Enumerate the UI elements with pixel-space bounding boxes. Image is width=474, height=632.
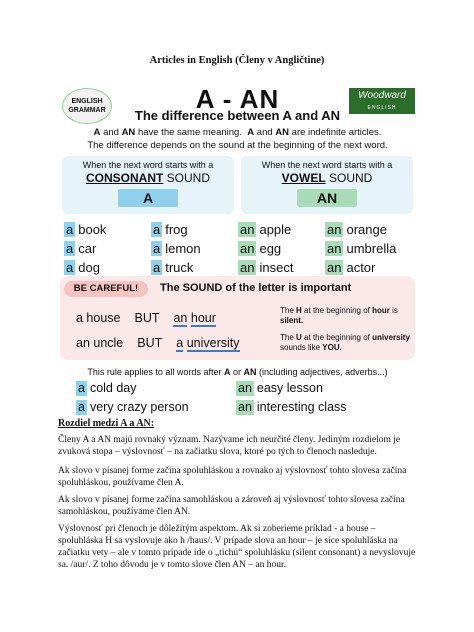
- word-row: [64, 258, 414, 277]
- consonant-sound: CONSONANT SOUND: [85, 171, 211, 185]
- word-cell: an apple: [240, 222, 292, 237]
- word-cell: a car: [66, 241, 97, 256]
- example-house-hour: a house BUT an hour: [76, 311, 216, 325]
- word-cell: a frog: [153, 222, 188, 237]
- paragraph: Ak slovo v písanej forme začína spoluhláskou a rovnako aj výslovnosť tohto slovesa začína spoluhláskou, používame člen A.: [58, 466, 407, 488]
- be-careful-badge: BE CAREFUL!: [64, 281, 148, 297]
- word-cell: a dog: [66, 260, 100, 275]
- word-cell: a book: [66, 222, 107, 237]
- careful-heading: The SOUND of the letter is important: [160, 282, 352, 294]
- intro-text: [60, 126, 415, 152]
- note-u-sound: The U at the beginning of university sounds like YOU.: [280, 333, 410, 352]
- intro-line-2: The difference depends on the sound at the beginning of the next word.: [87, 140, 388, 151]
- logo-subtext: ENGLISH: [367, 105, 397, 111]
- intro-line-1: A and AN have the same meaning. A and AN are indefinite articles.: [93, 127, 382, 138]
- english-grammar-badge: ENGLISH GRAMMAR: [62, 88, 112, 124]
- adjective-example-grid: [76, 379, 416, 417]
- article-an-pill: AN: [297, 189, 357, 207]
- vowel-box: [241, 156, 413, 214]
- document-title: Articles in English (Členy v Angličtine): [149, 55, 325, 66]
- note-silent-h: The H at the beginning of hour is silent.: [280, 306, 398, 325]
- logo-text: Woodward: [358, 90, 406, 101]
- word-row: [64, 239, 414, 258]
- infographic-title: A - AN: [195, 84, 280, 114]
- phrase-cell: an interesting class: [238, 400, 347, 414]
- word-cell: a lemon: [153, 241, 201, 256]
- word-row: [64, 220, 414, 239]
- word-cell: a truck: [153, 260, 194, 275]
- paragraph: Výslovnosť pri členoch je dôležitým aspektom. Ak si zoberieme príklad - a house – spoluhláska H sa vyslovuje ako h /haus/. V prípade slova an hour – je síce spoluhláska na začiatku vety – ale v tomto prípade ide o „tichú“ spoluhlásku (silent consonant) a nevyslovuje sa. /aur/. Z toho dôvodu je v tomto slove člen AN – an hour.: [58, 524, 416, 570]
- example-uncle-university: an uncle BUT a university: [76, 336, 240, 350]
- phrase-cell: a cold day: [78, 381, 137, 395]
- section-heading: Rozdiel medzi A a AN:: [58, 418, 155, 429]
- word-cell: an egg: [240, 241, 282, 256]
- consonant-box: [62, 156, 234, 214]
- example-word-grid: [64, 220, 414, 277]
- phrase-row: [76, 398, 416, 417]
- word-cell: an insect: [240, 260, 294, 275]
- vowel-sound: VOWEL SOUND: [281, 171, 373, 185]
- be-careful-box: [60, 276, 415, 360]
- word-cell: an orange: [327, 222, 387, 237]
- vowel-line: When the next word starts with a: [261, 160, 393, 170]
- word-cell: an actor: [327, 260, 376, 275]
- word-cell: an umbrella: [327, 241, 397, 256]
- paragraph: Členy A a AN majú rovnaký význam. Nazývame ich neurčité členy. Jediným rozdielom je zvuková stopa – výslovnosť – na začiatku slova, ktoré po tých to členoch nasleduje.: [58, 435, 401, 457]
- consonant-line: When the next word starts with a: [82, 160, 214, 170]
- rule-applies-text: This rule applies to all words after A or AN (including adjectives, adverbs...): [87, 367, 388, 377]
- paragraph: Ak slovo v písanej forme začína samohláskou a zároveň aj výslovnosť tohto slovesa začína samohláskou, používame člen AN.: [58, 495, 405, 517]
- phrase-cell: an easy lesson: [238, 381, 323, 395]
- phrase-cell: a very crazy person: [78, 400, 189, 414]
- article-a-pill: A: [118, 189, 178, 207]
- infographic-subtitle: The difference between A and AN: [134, 108, 341, 123]
- a-an-infographic: [60, 84, 415, 412]
- phrase-row: [76, 379, 416, 398]
